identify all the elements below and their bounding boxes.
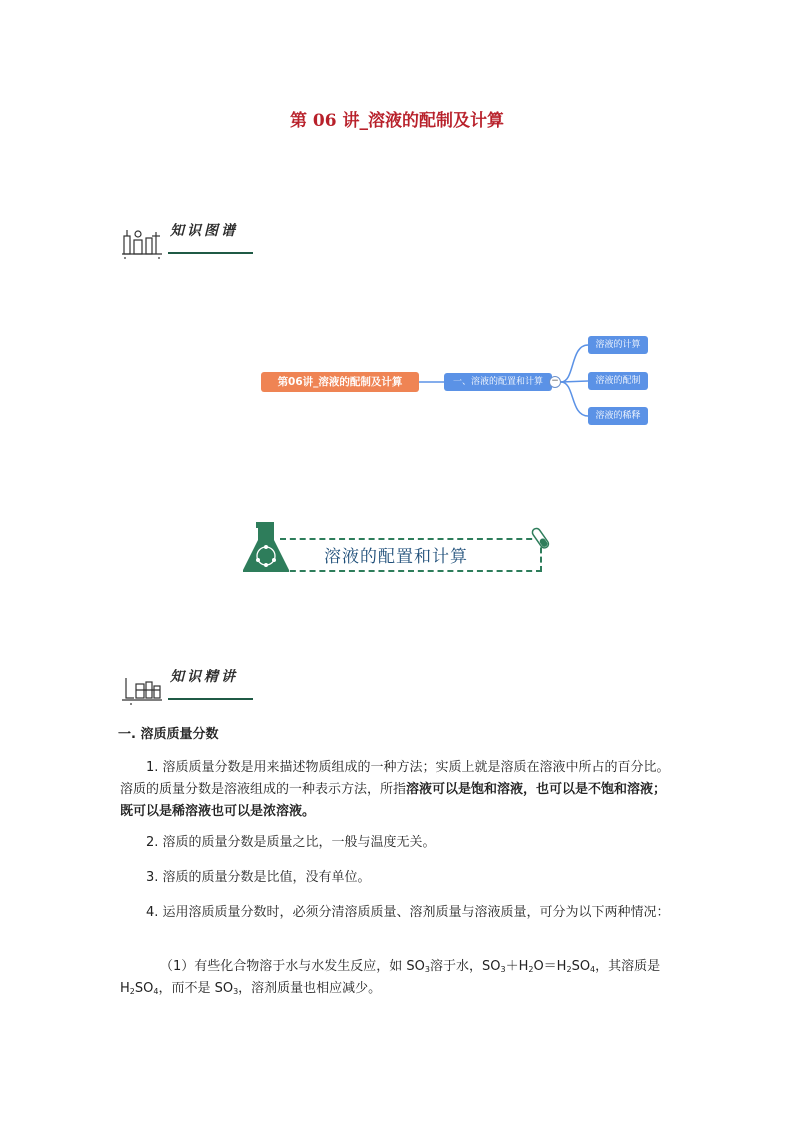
section-underline — [168, 252, 253, 254]
paragraph-5-text: 溶于水，SO — [429, 959, 501, 974]
paragraph-5-text: ，而不是 SO — [158, 981, 234, 996]
test-tube-icon — [530, 525, 552, 553]
mind-map-leaf-preparation[interactable]: 溶液的配制 — [588, 372, 648, 390]
subsection-heading: 一. 溶质质量分数 — [118, 727, 219, 742]
banner-title: 溶液的配置和计算 — [324, 547, 468, 567]
subscript: 2 — [129, 987, 135, 996]
paragraph-4: 4. 运用溶质质量分数时，必须分清溶质质量、溶剂质量与溶液质量，可分为以下两种情况： — [146, 905, 670, 920]
subscript: 4 — [153, 987, 159, 996]
subscript: 4 — [590, 965, 596, 974]
mind-map-branch-node[interactable]: 一、溶液的配置和计算 — [444, 373, 552, 391]
paragraph-1-emphasis: 溶液可以是饱和溶液，也可以是不饱和溶液；既可以是稀溶液也可以是浓溶液。 — [120, 782, 667, 819]
paragraph-1 — [120, 757, 676, 823]
section-header-knowledge-map — [118, 218, 258, 268]
mind-map-root-node[interactable]: 第06讲_溶液的配制及计算 — [261, 372, 419, 392]
paragraph-5-text: ，其溶质是 H — [120, 959, 661, 996]
paragraph-1-text: 1. 溶质质量分数是用来描述物质组成的一种方法；实质上就是溶质在溶液中所占的百分比。溶质的质量分数是溶液组成的一种表示方法，所指 — [120, 760, 670, 797]
paragraph-5-text: SO — [571, 959, 591, 974]
section-underline — [168, 698, 253, 700]
lab-equipment-icon — [120, 668, 164, 706]
paragraph-2: 2. 溶质的质量分数是质量之比，一般与温度无关。 — [146, 835, 436, 850]
mind-map-leaf-calculation[interactable]: 溶液的计算 — [588, 336, 648, 354]
subscript: 3 — [500, 965, 506, 974]
mind-map-leaf-dilution[interactable]: 溶液的稀释 — [588, 407, 648, 425]
lab-equipment-icon — [120, 222, 164, 260]
paragraph-5-text: ＋H — [505, 959, 529, 974]
topic-banner — [240, 520, 560, 575]
subscript: 2 — [528, 965, 534, 974]
section-header-knowledge-lecture — [118, 664, 258, 714]
subscript: 3 — [424, 965, 430, 974]
paragraph-5-text: ，溶剂质量也相应减少。 — [238, 981, 382, 996]
collapse-toggle-icon[interactable]: − — [549, 376, 561, 388]
subscript: 3 — [233, 987, 239, 996]
paragraph-5-text: （1）有些化合物溶于水与水发生反应，如 SO — [160, 959, 425, 974]
mind-map — [250, 330, 660, 435]
section-label: 知识图谱 — [170, 223, 238, 239]
paragraph-3: 3. 溶质的质量分数是比值，没有单位。 — [146, 870, 371, 885]
section-label: 知识精讲 — [170, 669, 238, 685]
flask-icon — [240, 520, 292, 574]
paragraph-5-text: O＝H — [533, 959, 567, 974]
subscript: 2 — [566, 965, 572, 974]
paragraph-5-text: SO — [134, 981, 154, 996]
document-title: 第 06 讲_溶液的配制及计算 — [290, 111, 504, 131]
paragraph-5 — [120, 956, 676, 1000]
